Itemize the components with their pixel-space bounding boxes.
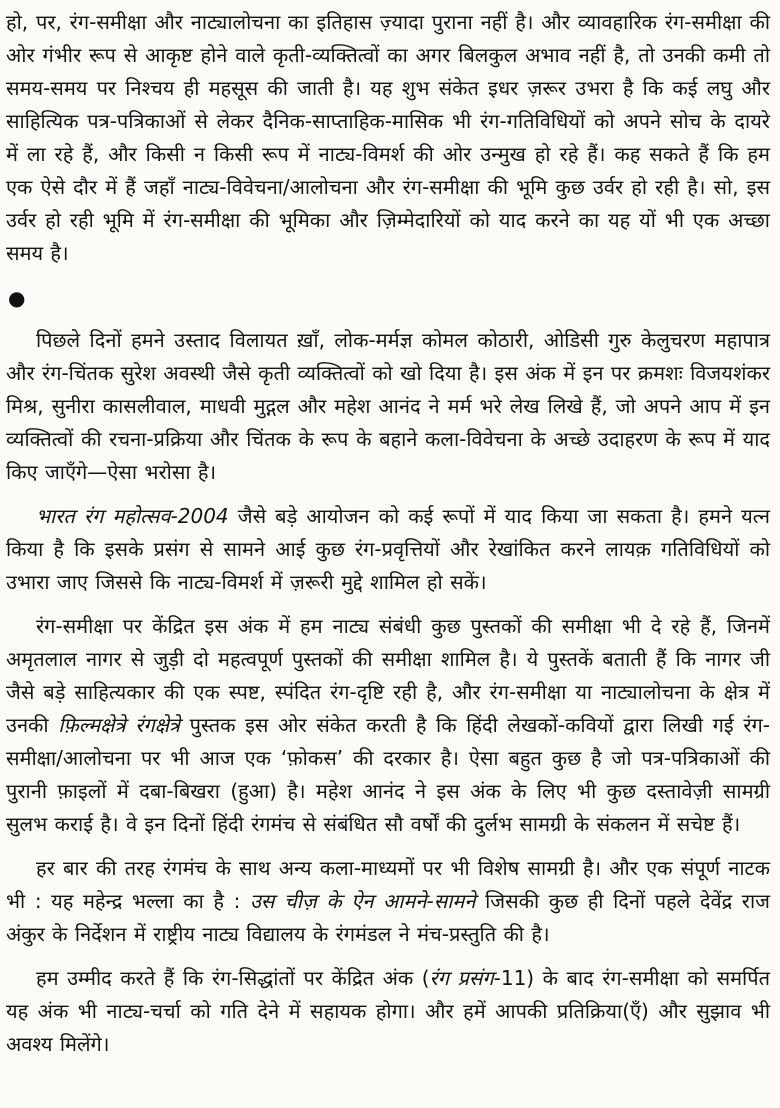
paragraph — [6, 500, 770, 599]
emphasized-text: फ़िल्मक्षेत्रे रंगक्षेत्रे — [58, 713, 180, 737]
text-run: पिछले दिनों हमने उस्ताद विलायत ख़ाँ, लोक-मर्मज्ञ कोमल कोठारी, ओडिसी गुरु केलुचरण महापात्र और रंग-चिंतक सुरेश अवस्थी जैसे कृती व्यक्तित्वों को खो दिया है। इस अंक में इन पर क्रमशः विजयशंकर मिश्र, सुनीरा कासलीवाल, माधवी मुद्गल और महेश आनंद ने मर्म भरे लेख लिखे हैं, जो अपने आप में इन व्यक्तित्वों की रचना-प्रक्रिया और चिंतक के रूप के बहाने कला-विवेचना के अच्छे उदाहरण के रूप में याद किए जाएँगे—ऐसा भरोसा है। — [6, 328, 770, 484]
text-run: जिसकी कुछ ही दिनों पहले देवेंद्र राज अंकुर के निर्देशन में राष्ट्रीय नाट्य विद्यालय के रंगमंडल ने मंच-प्रस्तुति की है। — [6, 889, 770, 946]
paragraph — [6, 852, 770, 951]
text-run: जैसे बड़े आयोजन को कई रूपों में याद किया जा सकता है। हमने यत्न किया है कि इसके प्रसंग से सामने आई कुछ रंग-प्रवृत्तियों और रेखांकित करने लायक़ गतिविधियों को उभारा जाए जिससे कि नाट्य-विमर्श में ज़रूरी मुद्दे शामिल हो सकें। — [6, 504, 771, 594]
section-separator-bullet: ● — [8, 286, 26, 310]
emphasized-text: भारत रंग महोत्सव-2004 — [36, 504, 229, 528]
text-run: हर बार की तरह रंगमंच के साथ अन्य कला-माध्यमों पर भी विशेष सामग्री है। और एक संपूर्ण नाटक भी : यह महेन्द्र भल्ला का है : — [6, 856, 770, 913]
text-run: रंग-समीक्षा पर केंद्रित इस अंक में हम नाट्य संबंधी कुछ पुस्तकों की समीक्षा भी दे रहे हैं, जिनमें अमृतलाल नागर से जुड़ी दो महत्वपूर्ण पुस्तकों की समीक्षा शामिल है। ये पुस्तकें बताती हैं कि नागर जी जैसे बड़े साहित्यकार की एक स्पष्ट, स्पंदित रंग-दृष्टि रही है, और रंग-समीक्षा या नाट्यालोचना के क्षेत्र में उनकी — [6, 614, 770, 737]
emphasized-text: रंग प्रसंग — [429, 966, 494, 990]
document-body — [6, 6, 770, 1061]
paragraph — [6, 962, 770, 1061]
text-run: हम उम्मीद करते हैं कि रंग-सिद्धांतों पर केंद्रित अंक ( — [36, 966, 430, 990]
emphasized-text: उस चीज़ के ऐन आमने-सामने — [249, 889, 476, 913]
paragraph — [6, 324, 770, 489]
text-run: -11) के बाद रंग-समीक्षा को समर्पित यह अंक भी नाट्य-चर्चा को गति देने में सहायक होगा। और हमें आपकी प्रतिक्रिया(एँ) और सुझाव भी अवश्य मिलेंगे। — [6, 966, 770, 1056]
paragraph — [6, 6, 770, 270]
text-run: पुस्तक इस ओर संकेत करती है कि हिंदी लेखकों-कवियों द्वारा लिखी गई रंग-समीक्षा/आलोचना पर भी आज एक ‘फ़ोकस’ की दरकार है। ऐसा बहुत कुछ है जो पत्र-पत्रिकाओं की पुरानी फ़ाइलों में दबा-बिखरा (हुआ) है। महेश आनंद ने इस अंक के लिए भी कुछ दस्तावेज़ी सामग्री सुलभ कराई है। वे इन दिनों हिंदी रंगमंच से संबंधित सौ वर्षों की दुर्लभ सामग्री के संकलन में सचेष्ट हैं। — [6, 713, 770, 836]
paragraph — [6, 610, 770, 841]
text-run: हो, पर, रंग-समीक्षा और नाट्यालोचना का इतिहास ज़्यादा पुराना नहीं है। और व्यावहारिक रंग-समीक्षा की ओर गंभीर रूप से आकृष्ट होने वाले कृती-व्यक्तित्वों का अगर बिलकुल अभाव नहीं है, तो उनकी कमी तो समय-समय पर निश्चय ही महसूस की जाती है। यह शुभ संकेत इधर ज़रूर उभरा है कि कई लघु और साहित्यिक पत्र-पत्रिकाओं से लेकर दैनिक-साप्ताहिक-मासिक भी रंग-गतिविधियों को अपने सोच के दायरे में ला रहे हैं, और किसी न किसी रूप में नाट्य-विमर्श की ओर उन्मुख हो रहे हैं। कह सकते हैं कि हम एक ऐसे दौर में हैं जहाँ नाट्य-विवेचना/आलोचना और रंग-समीक्षा की भूमि कुछ उर्वर हो रही है। सो, इस उर्वर हो रही भूमि में रंग-समीक्षा की भूमिका और ज़िम्मेदारियों को याद करने का यह यों भी एक अच्छा समय है। — [6, 10, 770, 265]
